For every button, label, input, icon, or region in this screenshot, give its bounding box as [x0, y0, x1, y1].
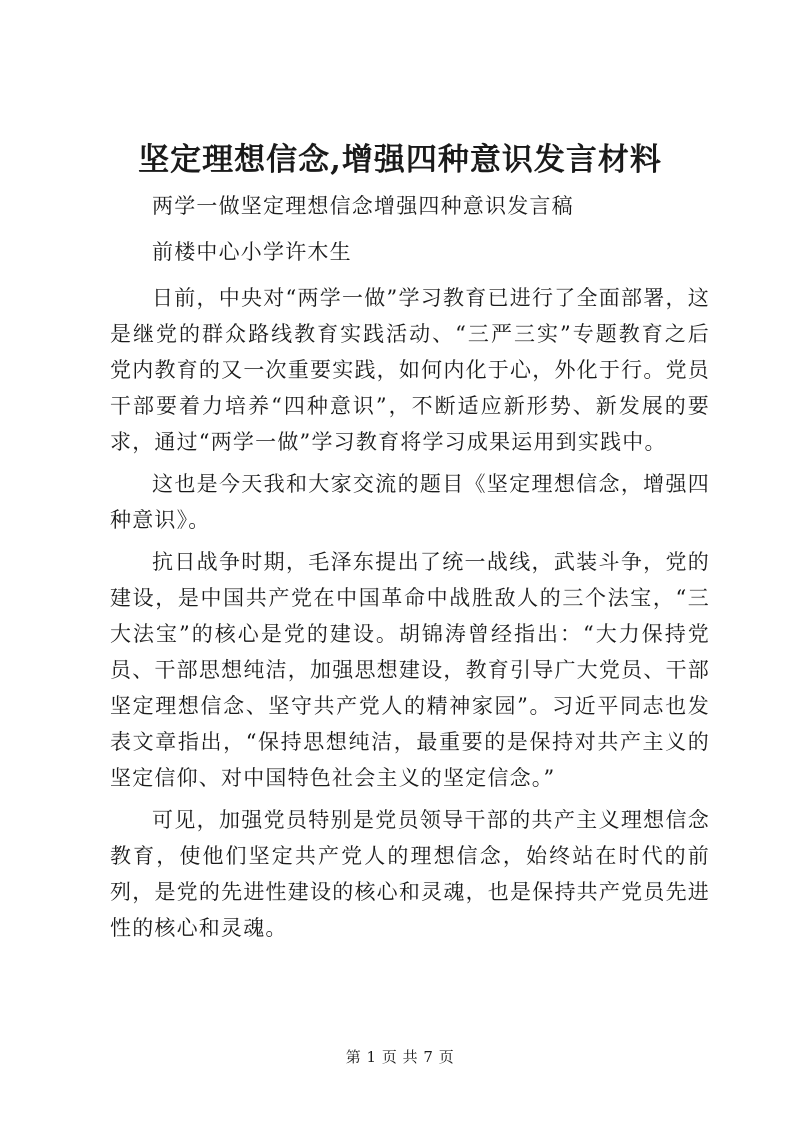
page-number-footer: 第 1 页 共 7 页 [345, 1048, 455, 1066]
paragraph-1: 日前，中央对“两学一做”学习教育已进行了全面部署，这是继党的群众路线教育实践活动、“三严三实”专题教育之后党内教育的又一次重要实践，如何内化于心，外化于行。党员干部要着力培养“四种意识”，不断适应新形势、新发展的要求，通过“两学一做”学习教育将学习成果运用到实践中。 [110, 286, 710, 454]
document-body [110, 188, 710, 952]
document-subtitle: 两学一做坚定理想信念增强四种意识发言稿 [152, 194, 574, 218]
paragraph-2: 这也是今天我和大家交流的题目《坚定理想信念，增强四种意识》。 [110, 472, 710, 532]
paragraph-3: 抗日战争时期，毛泽东提出了统一战线，武装斗争，党的建设，是中国共产党在中国革命中战胜敌人的三个法宝，“三大法宝”的核心是党的建设。胡锦涛曾经指出：“大力保持党员、干部思想纯洁，加强思想建设，教育引导广大党员、干部坚定理想信念、坚守共产党人的精神家园”。习近平同志也发表文章指出，“保持思想纯洁，最重要的是保持对共产主义的坚定信仰、对中国特色社会主义的坚定信念。” [110, 550, 710, 790]
author-line: 前楼中心小学许木生 [152, 240, 352, 264]
document-title: 坚定理想信念,增强四种意识发言材料 [138, 142, 662, 178]
paragraph-4: 可见，加强党员特别是党员领导干部的共产主义理想信念教育，使他们坚定共产党人的理想信念，始终站在时代的前列，是党的先进性建设的核心和灵魂，也是保持共产党员先进性的核心和灵魂。 [110, 808, 710, 940]
